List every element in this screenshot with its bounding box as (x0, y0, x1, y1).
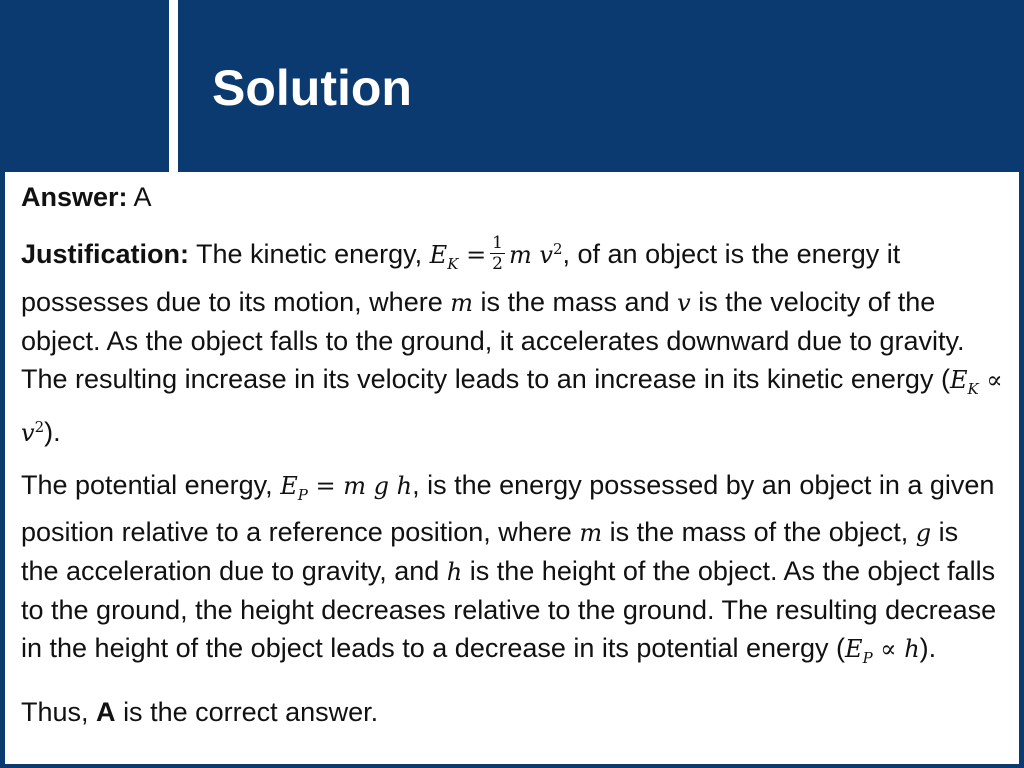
ep-height: h (396, 471, 413, 500)
potential-text-4: is the acceleration due to gravity, and (21, 517, 959, 587)
justification-text-4: is the velocity of the object. As the object falls to the ground, it accelerates downward due to gravity. The resulting increase in its velocity leads to an increase in its kinetic energy ( (21, 286, 965, 394)
ek-power: 2 (552, 240, 563, 258)
potential-text-2: , is the energy possessed by an object in a given position relative to a reference position, where (21, 469, 995, 548)
ek-subscript: K (447, 254, 459, 273)
page-title: Solution (212, 60, 412, 116)
ek-prop-subscript: K (967, 379, 979, 398)
kinetic-energy-formula (429, 233, 563, 274)
ek-velocity: v (539, 241, 553, 269)
conclusion-answer: A (96, 697, 116, 728)
fraction-denominator: 2 (492, 254, 503, 274)
var-v: v (677, 288, 691, 317)
var-m: m (450, 288, 473, 317)
justification-label: Justification: (21, 239, 190, 269)
potential-energy-formula (280, 471, 413, 504)
potential-text-1: The potential energy, (21, 469, 273, 500)
answer-value: A (133, 182, 152, 212)
one-half-fraction (490, 233, 505, 274)
conclusion-prefix: Thus, (21, 697, 89, 728)
ep-gravity: g (373, 471, 389, 500)
justification-text-3: is the mass and (480, 286, 670, 317)
ep-mass: m (343, 471, 366, 500)
ek-prop-symbol: E (949, 365, 968, 394)
ep-prop-symbol: E (845, 635, 863, 664)
ek-symbol: E (429, 241, 448, 269)
ep-subscript: P (297, 485, 308, 504)
potential-proportion-formula (845, 635, 920, 668)
proportional-sign: ∝ (986, 365, 1003, 394)
ep-equals: = (315, 471, 336, 500)
var-m-2: m (579, 519, 603, 548)
header-divider (169, 0, 178, 172)
var-h: h (446, 558, 463, 587)
ep-prop-height: h (904, 635, 920, 664)
conclusion-suffix: is the correct answer. (123, 697, 379, 728)
fraction-numerator: 1 (492, 233, 503, 253)
answer-line (21, 180, 1003, 214)
answer-label: Answer: (21, 182, 128, 212)
justification-text-end: ). (44, 416, 61, 447)
conclusion-line (21, 693, 1003, 731)
ek-mass: m (509, 241, 532, 269)
potential-text-5: is the height of the object. As the object falls to the ground, the height decreases relative to the ground. The resulting decrease in the height of the object leads to a decrease in its potential energy ( (21, 556, 997, 664)
ep-symbol: E (280, 471, 298, 500)
content-panel (5, 172, 1019, 764)
var-g: g (915, 519, 932, 548)
justification-paragraph (21, 230, 1003, 452)
proportional-sign-2: ∝ (880, 635, 897, 664)
ek-prop-velocity: v (21, 418, 35, 447)
potential-text-end: ). (919, 633, 937, 664)
ek-prop-power: 2 (34, 417, 45, 436)
potential-paragraph (21, 466, 1003, 678)
potential-text-3: is the mass of the object, (609, 517, 909, 548)
ep-prop-subscript: P (862, 649, 873, 668)
justification-text-2: , of an object is the energy it possesses due to its motion, where (21, 239, 901, 317)
justification-text-1: The kinetic energy, (196, 239, 423, 269)
ek-equals: = (466, 241, 487, 269)
